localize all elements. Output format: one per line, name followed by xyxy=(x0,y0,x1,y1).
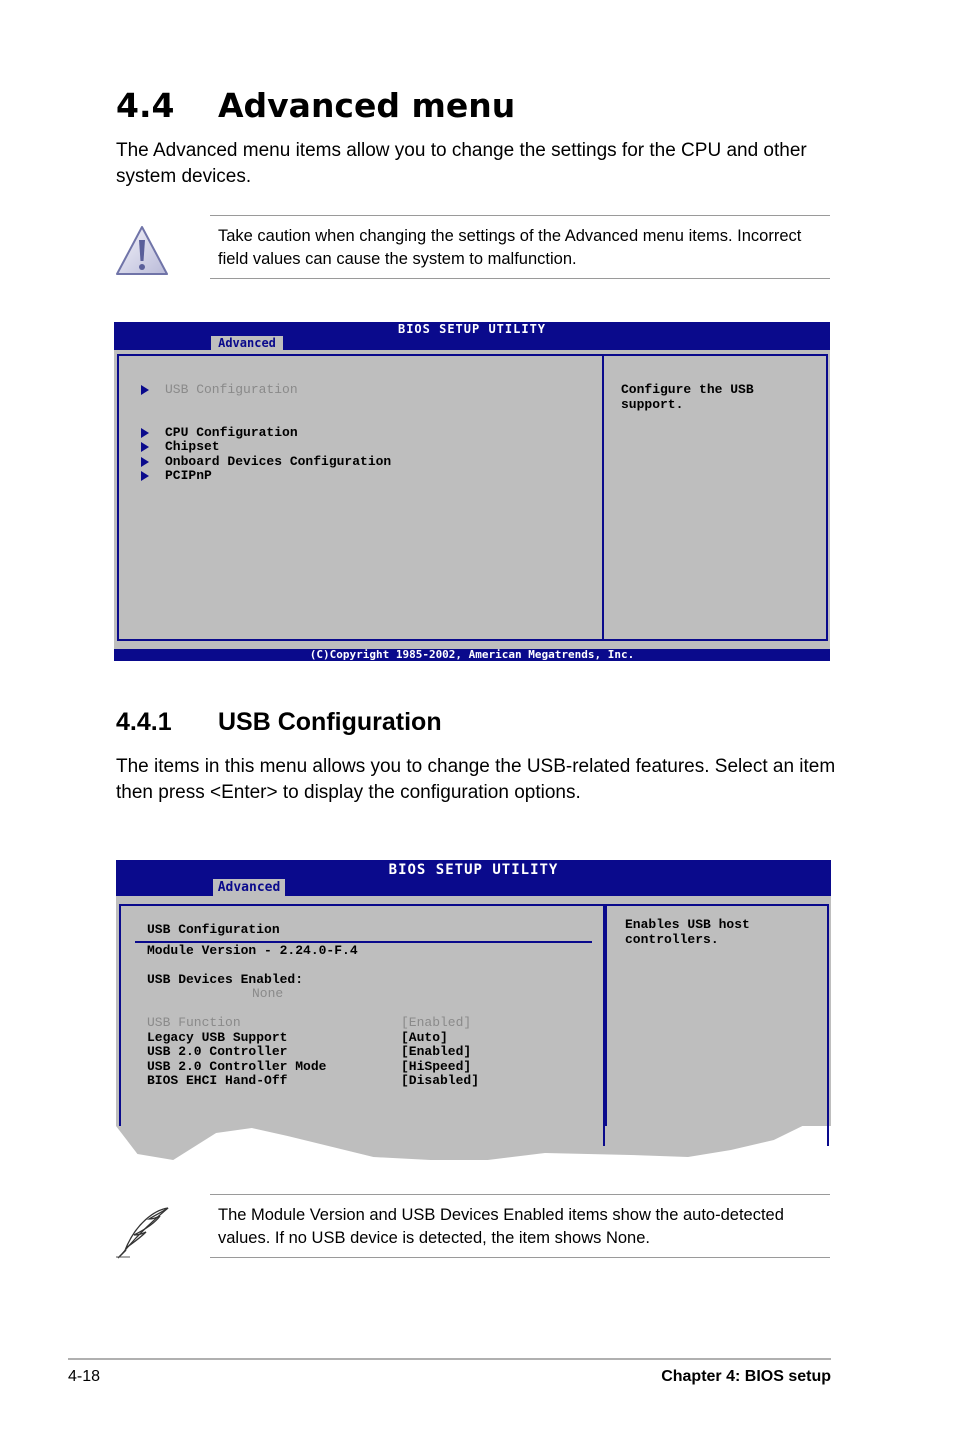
subsection-heading xyxy=(116,708,442,737)
menu-item-cpu-configuration[interactable]: CPU Configuration xyxy=(165,425,298,440)
bios-screen-usb-configuration xyxy=(116,860,831,1166)
note-top-rule xyxy=(210,1194,830,1195)
setting-ehci-handoff-value[interactable]: [Disabled] xyxy=(401,1073,480,1088)
submenu-arrow-icon xyxy=(141,385,149,395)
usb-config-heading: USB Configuration xyxy=(147,922,280,937)
section-title: Advanced menu xyxy=(218,86,516,125)
bios-header-bar xyxy=(116,860,831,896)
caution-text: Take caution when changing the settings of the Advanced menu items. Incorrect field values can cause the system to malfunction. xyxy=(218,227,802,268)
warning-triangle-icon xyxy=(114,224,170,278)
menu-item-usb-configuration[interactable]: USB Configuration xyxy=(165,382,298,397)
setting-usb2-mode-value[interactable]: [HiSpeed] xyxy=(401,1059,472,1074)
setting-usb2-mode-label: USB 2.0 Controller Mode xyxy=(147,1059,327,1074)
menu-item-onboard-devices[interactable]: Onboard Devices Configuration xyxy=(165,454,392,469)
section-intro: The Advanced menu items allow you to change the settings for the CPU and other system devices. xyxy=(116,140,807,187)
menu-item-pcipnp[interactable]: PCIPnP xyxy=(165,468,212,483)
menu-item-chipset[interactable]: Chipset xyxy=(165,439,220,454)
setting-usb-function-value[interactable]: [Enabled] xyxy=(401,1015,472,1030)
submenu-arrow-icon xyxy=(141,442,149,452)
note-bottom-rule xyxy=(210,1257,830,1258)
bios-menu-panel xyxy=(117,354,604,641)
setting-usb2-controller-value[interactable]: [Enabled] xyxy=(401,1044,472,1059)
module-version: Module Version - 2.24.0-F.4 xyxy=(147,943,358,958)
subsection-title: USB Configuration xyxy=(218,708,442,736)
setting-ehci-handoff-label: BIOS EHCI Hand-Off xyxy=(147,1073,288,1088)
bios-help-panel xyxy=(602,354,828,641)
caution-top-rule xyxy=(210,215,830,216)
tab-advanced[interactable]: Advanced xyxy=(211,336,283,350)
setting-usb-function-label: USB Function xyxy=(147,1015,241,1030)
chapter-label: Chapter 4: BIOS setup xyxy=(661,1368,831,1385)
submenu-arrow-icon xyxy=(141,471,149,481)
subsection-number: 4.4.1 xyxy=(116,708,172,736)
note-text: The Module Version and USB Devices Enabled items show the auto-detected values. If no USB device is detected, the item shows None. xyxy=(218,1206,784,1247)
bios-header-bar xyxy=(114,322,830,350)
feather-pen-icon xyxy=(114,1204,172,1262)
setting-usb2-controller-label: USB 2.0 Controller xyxy=(147,1044,288,1059)
subsection-intro: The items in this menu allows you to change the USB-related features. Select an item then press <Enter> to display the configuration options. xyxy=(116,756,836,803)
usb-devices-value: None xyxy=(252,986,284,1001)
bios-title: BIOS SETUP UTILITY xyxy=(388,862,559,878)
usb-devices-label: USB Devices Enabled: xyxy=(147,972,304,987)
submenu-arrow-icon xyxy=(141,428,149,438)
section-number: 4.4 xyxy=(116,86,175,125)
caution-bottom-rule xyxy=(210,278,830,279)
help-text: Enables USB host controllers. xyxy=(625,917,750,947)
footer-rule xyxy=(68,1358,831,1360)
help-text: Configure the USB support. xyxy=(621,382,754,412)
bios-help-panel xyxy=(603,904,829,1146)
bios-copyright: (C)Copyright 1985-2002, American Megatrends, Inc. xyxy=(114,649,830,661)
bios-screen-advanced xyxy=(114,322,830,661)
tab-advanced[interactable]: Advanced xyxy=(213,879,285,896)
bios-menu-panel xyxy=(119,904,607,1126)
section-heading xyxy=(116,86,515,125)
setting-legacy-usb-value[interactable]: [Auto] xyxy=(401,1030,448,1045)
submenu-arrow-icon xyxy=(141,457,149,467)
bios-title: BIOS SETUP UTILITY xyxy=(397,322,547,336)
setting-legacy-usb-label: Legacy USB Support xyxy=(147,1030,288,1045)
page-number: 4-18 xyxy=(68,1368,101,1385)
